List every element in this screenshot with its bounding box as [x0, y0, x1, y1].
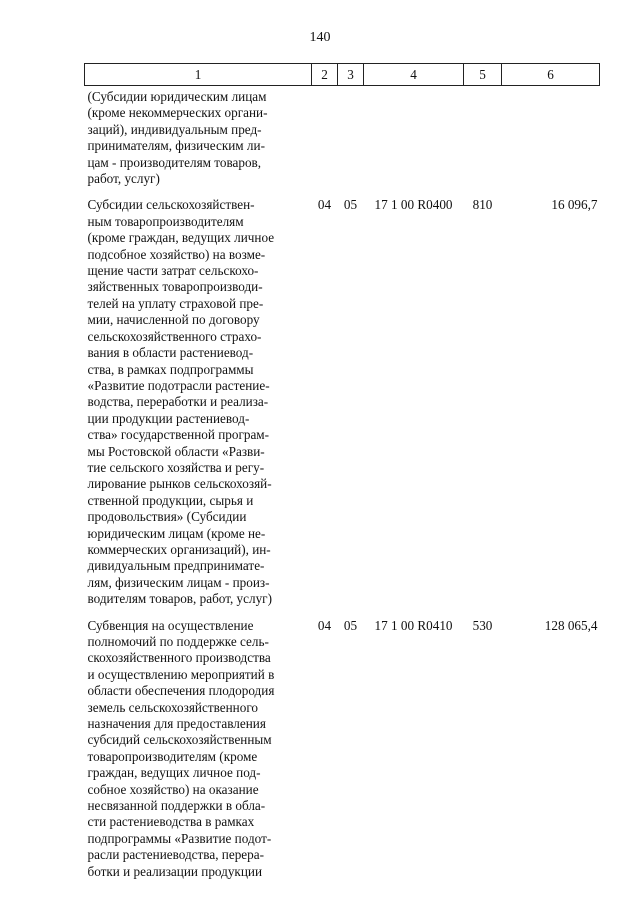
page-number: 140 [309, 30, 331, 45]
row-amount: 128 065,4 [544, 617, 598, 633]
table-row [85, 86, 600, 196]
row-section-code [312, 86, 338, 196]
table-row [85, 616, 600, 889]
row-expense-type: 810 [472, 197, 493, 213]
row-section-code: 04 [317, 617, 332, 633]
budget-table [84, 63, 600, 888]
row-target-article: 17 1 00 R0400 [374, 197, 453, 213]
row-description: Субвенция на осуществление полномочий по поддержке сель- скохозяйственного производства и осуществлению мероприятий в области обеспечения плодородия земель сельскохозяйственного назначения для предоставления субсидий сельскохозяйственным товаропроизводителям (кроме граждан, ведущих личное под- собное хозяйство) на оказание несвязанной поддержки в обла- сти растениеводства в рамках подпрограммы «Развитие подот- расли растениеводства, перера- ботки и реализации продукции [87, 617, 275, 879]
row-subsection-code: 05 [343, 617, 358, 633]
row-section-code: 04 [317, 197, 332, 213]
table-header-row [85, 64, 600, 86]
row-target-article: 17 1 00 R0410 [374, 617, 453, 633]
row-subsection-code: 05 [343, 197, 358, 213]
column-header-3: 3 [338, 64, 364, 86]
row-amount: 16 096,7 [551, 197, 598, 213]
row-description: Субсидии сельскохозяйствен- ным товаропроизводителям (кроме граждан, ведущих личное подсобное хозяйство) на возме- щение части затрат сельскохо- зяйственных товаропроизводи- телей на уплату страховой пре- мии, начисленной по договору сельскохозяйственного страхо- вания в области растениевод- ства, в рамках подпрограммы «Развитие подотрасли растение- водства, переработки и реализа- ции продукции растениевод- ства» государственной програм- мы Ростовской области «Разви- тие сельского хозяйства и регу- лирование рынков сельскохозяй- ственной продукции, сырья и продовольствия» (Субсидии юридическим лицам (кроме не- коммерческих организаций), ин- дивидуальным предпринимате- лям, физическим лицам - произ- водителям товаров, работ, услуг) [87, 197, 275, 607]
row-expense-type [464, 86, 502, 196]
column-header-4: 4 [364, 64, 464, 86]
column-header-1: 1 [85, 64, 312, 86]
row-target-article [364, 86, 464, 196]
row-amount [502, 86, 600, 196]
column-header-2: 2 [312, 64, 338, 86]
row-subsection-code [338, 86, 364, 196]
row-description: (Субсидии юридическим лицам (кроме некоммерческих органи- заций), индивидуальным пред- принимателям, физическим ли- цам - производителям товаров, работ, услуг) [87, 89, 268, 187]
column-header-5: 5 [464, 64, 502, 86]
table-row [85, 195, 600, 615]
column-header-6: 6 [502, 64, 600, 86]
row-expense-type: 530 [472, 617, 493, 633]
